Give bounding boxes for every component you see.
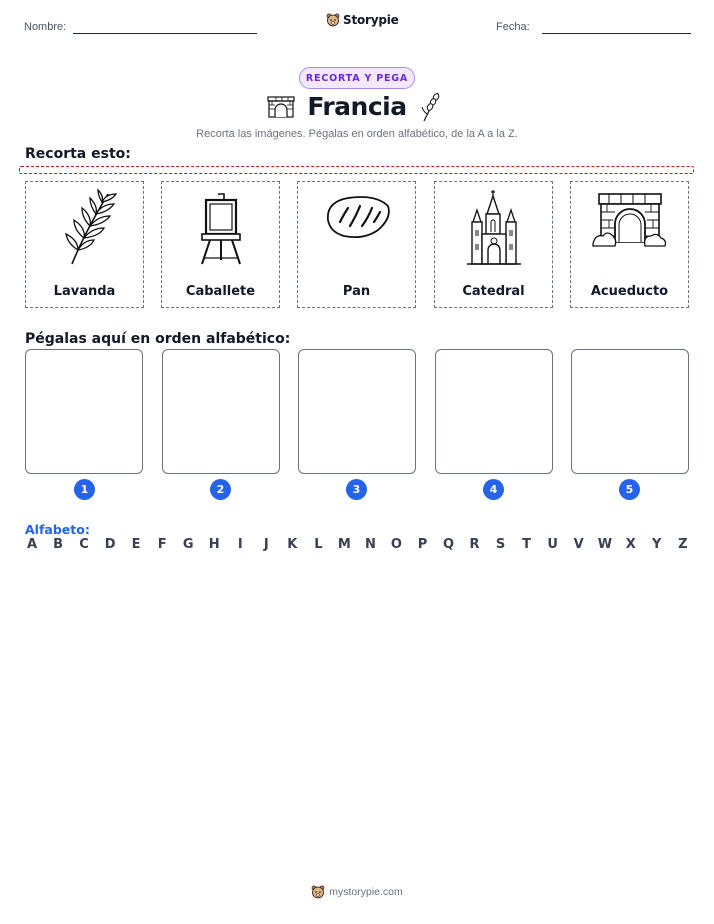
alphabet-letter: W [597,537,613,552]
alphabet-letter: G [182,537,194,552]
date-line[interactable] [542,33,691,34]
paste-box-4[interactable] [435,349,553,474]
number-badge-1: 1 [74,479,95,500]
alphabet-letter: K [287,537,298,552]
instructions: Recorta las imágenes. Pégalas en orden alfabético, de la A a la Z. [196,128,518,140]
lavender-icon [46,188,124,268]
cut-card-caballete[interactable] [161,181,280,308]
brand-name: Storypie [343,13,399,27]
paste-box-3[interactable] [298,349,416,474]
alphabet-letter: J [263,537,269,552]
card-label-pan: Pan [342,284,371,299]
alphabet-letter: D [104,537,116,552]
alphabet-letter: M [337,537,351,552]
name-line[interactable] [73,33,257,34]
alphabet-letter: N [364,537,376,552]
alphabet-letter: R [469,537,480,552]
cut-card-lavanda[interactable] [25,181,144,308]
alphabet-letter: S [495,537,506,552]
lavender-icon [419,89,443,123]
paste-section-heading: Pégalas aquí en orden alfabético: [25,331,291,347]
alphabet-letter: L [314,537,323,552]
alphabet-letter: Z [678,537,688,552]
alphabet-letter: A [26,537,38,552]
date-label: Fecha: [496,21,530,33]
card-label-acueducto: Acueducto [590,284,669,299]
easel-icon [182,188,260,268]
alphabet-letter: I [237,537,243,552]
alphabet-letter: F [157,537,167,552]
alphabet-letter: V [573,537,584,552]
alphabet-letter: U [547,537,558,552]
page-title: Francia [307,92,407,121]
bear-mascot-icon [326,13,340,27]
cut-section-heading: Recorta esto: [25,146,131,162]
bear-mascot-icon [311,885,325,899]
cathedral-icon [455,188,533,268]
paste-box-1[interactable] [25,349,143,474]
cut-card-acueducto[interactable] [570,181,689,308]
bread-icon [318,188,396,268]
number-badge-4: 4 [483,479,504,500]
alphabet-letter: O [390,537,402,552]
alphabet-row [25,537,690,552]
alphabet-letter: Y [652,537,662,552]
alphabet-letter: C [79,537,89,552]
footer [0,885,714,899]
aqueduct-icon [591,188,669,268]
number-badge-3: 3 [346,479,367,500]
cut-card-catedral[interactable] [434,181,553,308]
activity-badge: RECORTA Y PEGA [299,67,415,89]
alphabet-letter: B [53,537,63,552]
paste-box-5[interactable] [571,349,689,474]
alphabet-letter: H [208,537,220,552]
number-badge-5: 5 [619,479,640,500]
alphabet-letter: E [131,537,141,552]
footer-link[interactable]: mystorypie.com [329,886,403,898]
alphabet-letter: P [417,537,428,552]
cut-line [19,166,694,174]
alphabet-letter: X [625,537,636,552]
alphabet-label: Alfabeto: [25,522,90,537]
alphabet-letter: T [522,537,532,552]
number-badge-2: 2 [210,479,231,500]
card-label-lavanda: Lavanda [53,284,116,299]
brand-logo [326,13,399,27]
cut-card-pan[interactable] [297,181,416,308]
name-label: Nombre: [24,21,67,33]
paste-box-2[interactable] [162,349,280,474]
card-label-catedral: Catedral [462,284,525,299]
alphabet-letter: Q [442,537,455,552]
card-label-caballete: Caballete [185,284,256,299]
